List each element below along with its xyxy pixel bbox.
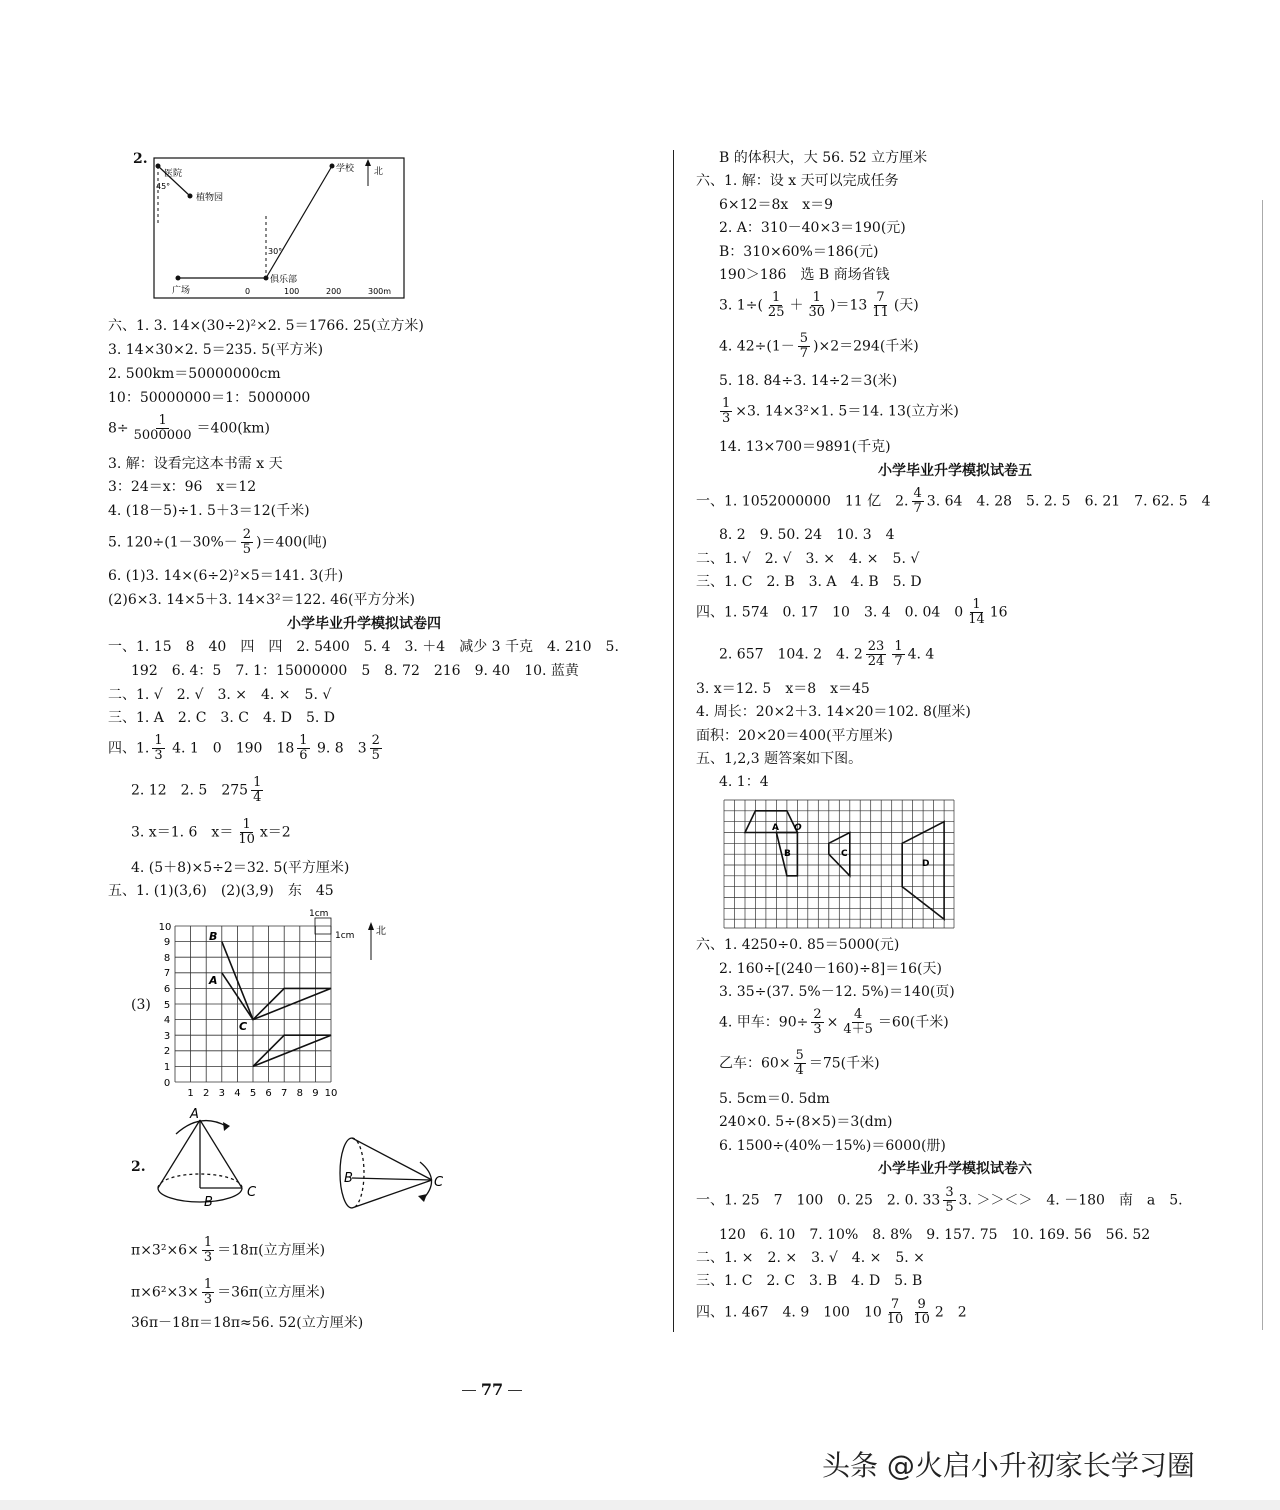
line-right-8: 4. 42÷(1－ $\frac{5}{7}$ )×2＝294(千米) — [719, 331, 919, 361]
map-angle45: 45° — [156, 182, 171, 191]
line-right-f7: 3. x＝12. 5 x＝8 x＝45 — [696, 681, 870, 697]
line-left-s1b: 192 6. 4：5 7. 1：15000000 5 8. 72 216 9. 40 10. 蓝黄 — [131, 663, 579, 679]
x-tick-4: 4 — [234, 1088, 241, 1099]
line-left-s7: 4. (5＋8)×5÷2＝32. 5(平方厘米) — [131, 860, 350, 876]
line-right-f9: 面积：20×20＝400(平方厘米) — [696, 728, 894, 744]
line-left-1: 六、1. 3. 14×(30÷2)²×2. 5＝1766. 25(立方米) — [108, 318, 424, 334]
line-left-3: 2. 500km＝50000000cm — [108, 366, 281, 382]
y-tick-10: 10 — [158, 922, 172, 933]
line-right-h1: 一、1. 25 7 100 0. 25 2. 0. 33 $\frac{3}{5}$ 3. ＞＞＜＞ 4. －180 南 a 5. — [696, 1185, 1183, 1215]
line-left-s5: 2. 12 2. 5 275 $\frac{1}{4}$ — [131, 775, 262, 805]
y-tick-3: 3 — [163, 1031, 171, 1042]
line-right-9: 5. 18. 84÷3. 14÷2＝3(米) — [719, 373, 898, 389]
line-right-g3: 3. 35÷(37. 5%－12. 5%)＝140(页) — [719, 984, 955, 1000]
line-right-g5: 乙车：60× $\frac{5}{4}$ ＝75(千米) — [719, 1048, 880, 1078]
line-right-5: B：310×60%＝186(元) — [719, 244, 879, 260]
x-tick-2: 2 — [203, 1088, 210, 1099]
line-right-f2: 8. 2 9. 50. 24 10. 3 4 — [719, 527, 895, 543]
cone-diagrams — [150, 1104, 460, 1214]
line-right-g6: 5. 5cm＝0. 5dm — [719, 1091, 830, 1107]
line-right-f4: 三、1. C 2. B 3. A 4. B 5. D — [696, 574, 922, 590]
line-left-s8: 五、1. (1)(3,6) (2)(3,9) 东 45 — [108, 883, 334, 899]
line-left-c1: π×3²×6× $\frac{1}{3}$ ＝18π(立方厘米) — [131, 1235, 326, 1265]
bottom-bar — [0, 1500, 1280, 1510]
line-left-11: (2)6×3. 14×5＋3. 14×3²＝122. 46(平方分米) — [108, 592, 415, 608]
y-tick-1: 1 — [163, 1062, 171, 1073]
transform-grid — [722, 798, 958, 930]
grid-unit-side: 1cm — [335, 931, 355, 941]
map-school: 学校 — [336, 164, 355, 174]
y-tick-7: 7 — [163, 968, 171, 979]
map-diagram — [150, 156, 408, 304]
cone1-c: C — [247, 1185, 257, 1200]
cone-question-number: 2. — [131, 1159, 146, 1175]
line-left-s2: 二、1. √ 2. √ 3. × 4. × 5. √ — [108, 687, 332, 703]
line-left-s1a: 一、1. 15 8 40 四 四 2. 5400 5. 4 3. ＋4 减少 3 千克 4. 210 5. — [108, 639, 619, 655]
watermark-text: 头条 @火启小升初家长学习圈 — [822, 1449, 1195, 1482]
cone2-c: C — [434, 1175, 444, 1190]
grid-unit-top: 1cm — [309, 909, 329, 919]
line-left-s4: 四、1. $\frac{1}{3}$ 4. 1 0 190 18 $\frac{1}{6}$ 9. 8 3 $\frac{2}{5}$ — [108, 733, 380, 763]
grid-north: 北 — [376, 926, 386, 937]
line-left-5: 8÷ $\frac{1}{5000000}$ ＝400(km) — [108, 413, 270, 443]
x-tick-9: 9 — [312, 1088, 319, 1099]
line-right-h2: 120 6. 10 7. 10% 8. 8% 9. 157. 75 10. 169. 56 56. 52 — [719, 1227, 1151, 1243]
y-tick-2: 2 — [163, 1046, 171, 1057]
line-left-4: 10：50000000＝1：5000000 — [108, 390, 311, 406]
shape-label-o: O — [794, 823, 802, 833]
y-tick-4: 4 — [163, 1015, 171, 1026]
line-right-3: 6×12＝8x x＝9 — [719, 197, 834, 213]
x-tick-6: 6 — [265, 1088, 272, 1099]
line-right-h5: 四、1. 467 4. 9 100 10 $\frac{7}{10}$ $\frac{9}{10}$ 2 2 — [696, 1297, 967, 1327]
line-right-f11: 4. 1：4 — [719, 774, 769, 790]
line-right-10: $\frac{1}{3}$ ×3. 14×3²×1. 5＝14. 13(立方米) — [722, 396, 959, 426]
line-left-2: 3. 14×30×2. 5＝235. 5(平方米) — [108, 342, 324, 358]
line-right-f1: 一、1. 1052000000 11 亿 2. $\frac{4}{7}$ 3. 64 4. 28 5. 2. 5 6. 21 7. 62. 5 4 — [696, 486, 1211, 516]
page-edge-line — [1262, 200, 1263, 1330]
line-left-s6: 3. x＝1. 6 x＝ $\frac{1}{10}$ x＝2 — [131, 817, 291, 847]
map-garden: 植物园 — [196, 193, 224, 203]
x-tick-7: 7 — [281, 1088, 288, 1099]
y-tick-8: 8 — [163, 953, 171, 964]
line-right-4: 2. A：310－40×3＝190(元) — [719, 220, 906, 236]
line-right-7: 3. 1÷( $\frac{1}{25}$ ＋ $\frac{1}{30}$ )＝13 $\frac{7}{11}$ (天) — [719, 290, 919, 320]
line-right-g4: 4. 甲车：90÷ $\frac{2}{3}$ × $\frac{4}{4+5}$ ＝60(千米) — [719, 1007, 949, 1037]
x-tick-5: 5 — [249, 1088, 257, 1099]
line-right-f3: 二、1. √ 2. √ 3. × 4. × 5. √ — [696, 551, 920, 567]
line-right-f8: 4. 周长：20×2＋3. 14×20＝102. 8(厘米) — [696, 704, 971, 720]
line-right-g7: 240×0. 5÷(8×5)＝3(dm) — [719, 1114, 893, 1130]
x-tick-8: 8 — [296, 1088, 303, 1099]
map-scale-0: 0 — [245, 287, 251, 296]
cone2-b: B — [344, 1171, 353, 1186]
section-title-5: 小学毕业升学模拟试卷五 — [878, 463, 1032, 479]
map-scale-200: 200 — [326, 287, 342, 296]
line-left-9: 5. 120÷(1－30%－ $\frac{2}{5}$ )＝400(吨) — [108, 527, 328, 557]
map-hospital: 医院 — [164, 169, 183, 179]
line-left-7: 3：24＝x：96 x＝12 — [108, 479, 257, 495]
x-tick-3: 3 — [218, 1088, 225, 1099]
column-divider — [673, 150, 674, 1332]
line-left-10: 6. (1)3. 14×(6÷2)²×5＝141. 3(升) — [108, 568, 344, 584]
page-number: 77 — [452, 1380, 532, 1399]
line-right-g2: 2. 160÷[(240－160)÷8]＝16(天) — [719, 961, 942, 977]
line-left-8: 4. (18－5)÷1. 5＋3＝12(千米) — [108, 503, 310, 519]
line-right-f5: 四、1. 574 0. 17 10 3. 4 0. 04 0 $\frac{1}{14}$ 16 — [696, 597, 1008, 627]
line-right-h3: 二、1. × 2. × 3. √ 4. × 5. × — [696, 1250, 925, 1266]
line-right-11: 14. 13×700＝9891(千克) — [719, 439, 891, 455]
x-tick-10: 10 — [324, 1088, 338, 1099]
grid-point-b: B — [209, 930, 218, 943]
map-angle30: 30° — [268, 247, 283, 256]
cone1-a: A — [190, 1107, 199, 1122]
x-tick-0: 0 — [163, 1078, 171, 1089]
line-right-f6: 2. 657 104. 2 4. 2 $\frac{23}{24}$ $\frac{1}{7}$ 4. 4 — [719, 639, 935, 669]
coordinate-grid — [155, 904, 395, 1100]
y-tick-6: 6 — [163, 984, 171, 995]
line-right-f10: 五、1,2,3 题答案如下图。 — [696, 751, 863, 767]
shape-label-d: D — [922, 859, 930, 869]
map-square: 广场 — [172, 286, 191, 296]
line-right-g1: 六、1. 4250÷0. 85＝5000(元) — [696, 937, 900, 953]
x-tick-1: 1 — [187, 1088, 194, 1099]
grid-point-c: C — [239, 1020, 248, 1033]
shape-label-b: B — [784, 849, 791, 859]
line-right-2: 六、1. 解：设 x 天可以完成任务 — [696, 173, 899, 189]
line-left-c2: π×6²×3× $\frac{1}{3}$ ＝36π(立方厘米) — [131, 1277, 326, 1307]
shape-label-a: A — [772, 823, 779, 833]
line-right-g8: 6. 1500÷(40%－15%)＝6000(册) — [719, 1138, 946, 1154]
y-tick-9: 9 — [163, 937, 171, 948]
line-right-6: 190＞186 选 B 商场省钱 — [719, 267, 890, 283]
map-club: 俱乐部 — [270, 275, 298, 285]
map-question-number: 2. — [133, 151, 148, 167]
line-left-6: 3. 解：设看完这本书需 x 天 — [108, 456, 283, 472]
line-left-s3: 三、1. A 2. C 3. C 4. D 5. D — [108, 710, 336, 726]
grid-point-a: A — [209, 974, 218, 987]
grid-question-label: (3) — [131, 997, 151, 1013]
y-tick-5: 5 — [163, 1000, 171, 1011]
map-north: 北 — [374, 167, 384, 177]
map-scale-300: 300m — [368, 287, 392, 296]
section-title-6: 小学毕业升学模拟试卷六 — [878, 1161, 1032, 1177]
section-title-4: 小学毕业升学模拟试卷四 — [287, 616, 441, 632]
cone1-b: B — [204, 1195, 213, 1210]
line-right-h4: 三、1. C 2. C 3. B 4. D 5. B — [696, 1273, 923, 1289]
shape-label-c: C — [841, 849, 848, 859]
line-left-c3: 36π－18π＝18π≈56. 52(立方厘米) — [131, 1315, 364, 1331]
line-right-1: B 的体积大，大 56. 52 立方厘米 — [719, 150, 928, 166]
map-scale-100: 100 — [284, 287, 300, 296]
